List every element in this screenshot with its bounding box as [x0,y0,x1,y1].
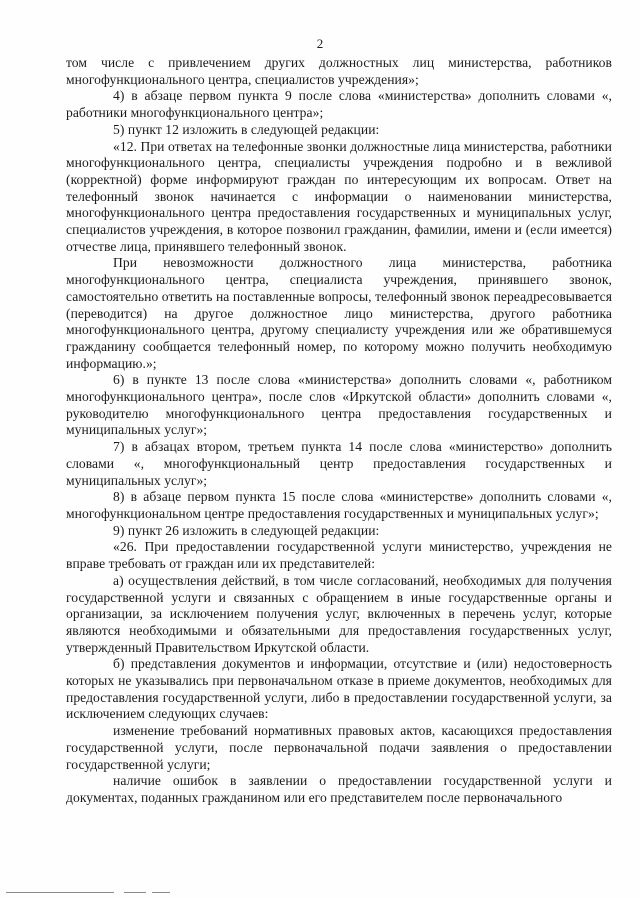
document-body [66,55,612,807]
scan-artifact-line [6,892,114,893]
paragraph: 4) в абзаце первом пункта 9 после слова «министерства» дополнить словами «, работники многофункционального центра»; [66,88,612,121]
paragraph: а) осуществления действий, в том числе согласований, необходимых для получения государственной услуги и связанных с обращением в иные государственные органы и организации, за исключением получения услуг, включенных в перечень услуг, которые являются необходимыми и обязательными для предоставления государственных услуг, утвержденный Правительством Иркутской области. [66,572,612,655]
paragraph: «26. При предоставлении государственной услуги министерство, учреждения не вправе требовать от граждан или их представителей: [66,539,612,572]
paragraph: «12. При ответах на телефонные звонки должностные лица министерства, работники многофункционального центра, специалисты учреждения подробно и в вежливой (корректной) форме информируют граждан по интересующим их вопросам. Ответ на телефонный звонок начинается с информации о наименовании министерства, многофункционального центра предоставления государственных и муниципальных услуг, специалистов учреждения, в которое позвонил гражданин, фамилии, имени и (если имеется) отчестве лица, принявшего телефонный звонок. [66,138,612,254]
paragraph: наличие ошибок в заявлении о предоставлении государственной услуги и документах, поданных гражданином или его представителем после первоначального [66,773,612,805]
paragraph: 7) в абзацах втором, третьем пункта 14 после слова «министерство» дополнить словами «, многофункциональный центр предоставления государственных и муниципальных услуг»; [66,439,612,488]
paragraph: б) представления документов и информации, отсутствие и (или) недостоверность которых не указывались при первоначальном отказе в приеме документов, необходимых для предоставления государственной услуги, либо в предоставлении государственной услуги, за исключением следующих случаев: [66,656,612,722]
paragraph: 9) пункт 26 изложить в следующей редакции: [113,522,380,538]
paragraph: 6) в пункте 13 после слова «министерства» дополнить словами «, работником многофункционального центра», после слов «Иркутской области» дополнить словами «, руководителю многофункционального центра предоставления государственных и муниципальных услуг»; [66,372,612,438]
paragraph: том числе с привлечением других должностных лиц министерства, работников многофункционального центра, специалистов учреждения»; [66,55,612,87]
scan-artifact-line [152,892,170,893]
paragraph: 8) в абзаце первом пункта 15 после слова «министерстве» дополнить словами «, многофункциональном центре предоставления государственных и муниципальных услуг»; [66,489,612,521]
scan-artifact-line [124,892,146,893]
scan-artifact-edge [0,884,640,898]
page-number: 2 [316,36,324,51]
paragraph: 5) пункт 12 изложить в следующей редакции: [113,121,380,137]
paragraph: При невозможности должностного лица министерства, работника многофункционального центра, специалиста учреждения, принявшего звонок, самостоятельно ответить на поставленные вопросы, телефонный звонок переадресовывается (переводится) на другое должностное лицо министерства, другого работника многофункционального центра, другому специалисту учреждения или же обратившемуся гражданину сообщается телефонный номер, по которому можно получить необходимую информацию.»; [66,255,612,371]
paragraph: изменение требований нормативных правовых актов, касающихся предоставления государственной услуги, после первоначальной подачи заявления о предоставлении государственной услуги; [66,723,612,772]
